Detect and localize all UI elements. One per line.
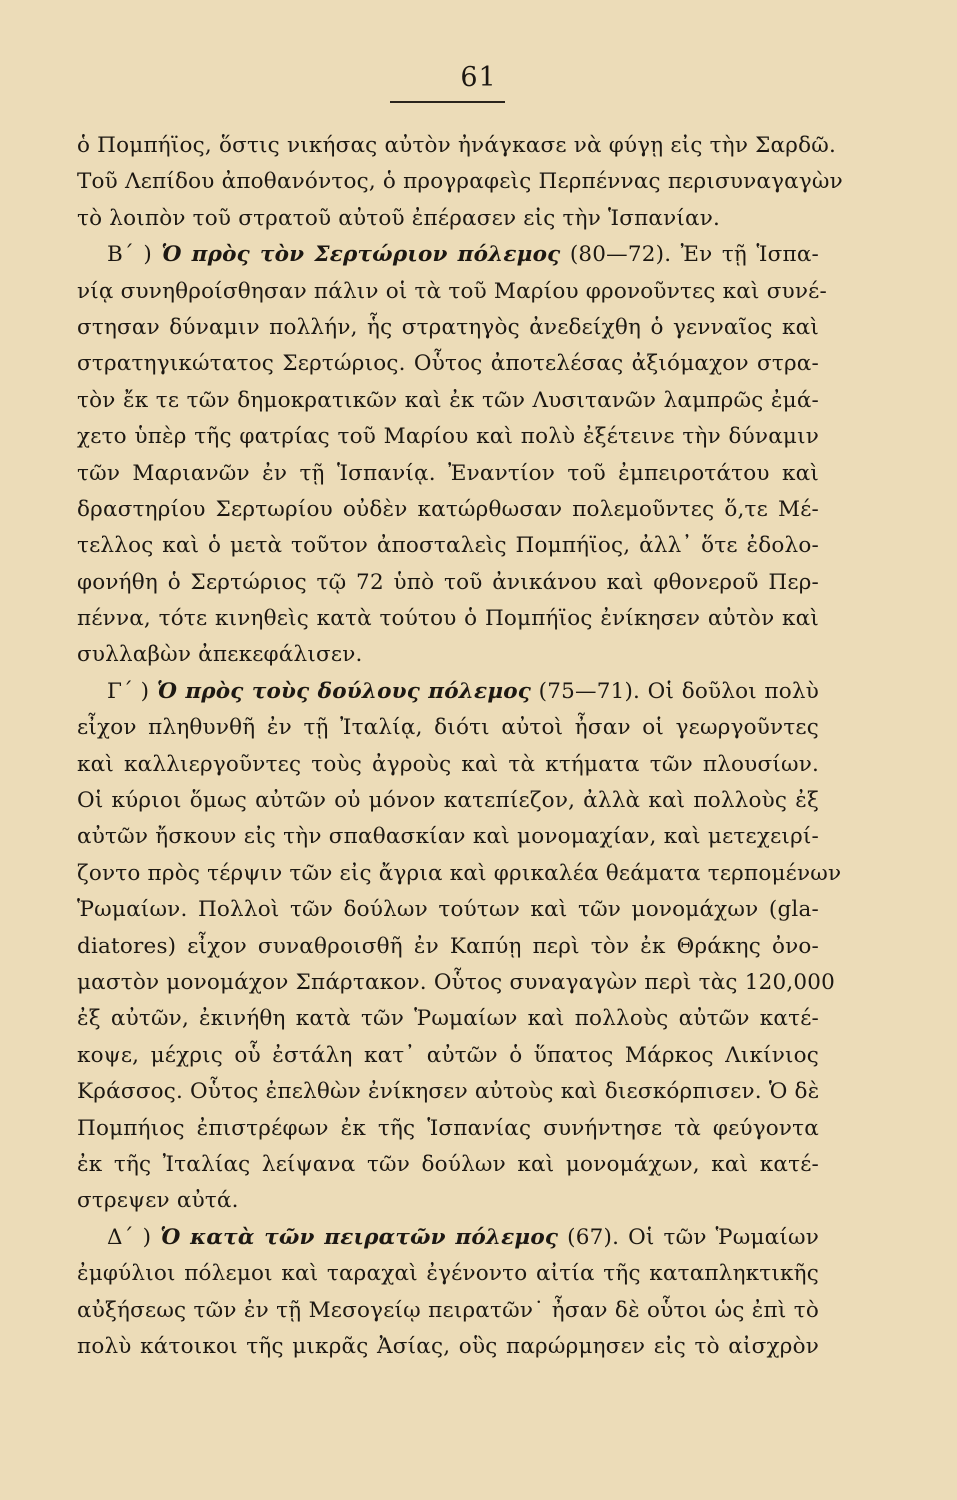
text-line: νίᾳ συνηθροίσθησαν πάλιν οἱ τὰ τοῦ Μαρίου φρονοῦντες καὶ συνέ-: [77, 278, 827, 304]
body-text: [77, 128, 843, 1365]
text-line: εἶχον πληθυνθῆ ἐν τῇ Ἰταλίᾳ, διότι αὐτοὶ ἦσαν οἱ γεωργοῦντες: [77, 715, 819, 741]
section-text: (80—72). Ἐν τῇ Ἱσπα-: [560, 242, 820, 268]
text-line: χετο ὑπὲρ τῆς φατρίας τοῦ Μαρίου καὶ πολὺ ἐξέτεινε τὴν δύναμιν: [77, 424, 819, 450]
text-line: στησαν δύναμιν πολλήν, ἧς στρατηγὸς ἀνεδείχθη ὁ γενναῖος καὶ: [77, 314, 819, 340]
text-line: στρεψεν αὐτά.: [77, 1188, 239, 1214]
text-line: Κράσσος. Οὗτος ἐπελθὼν ἐνίκησεν αὐτοὺς καὶ διεσκόρπισεν. Ὁ δὲ: [77, 1079, 820, 1105]
text-line: συλλαβὼν ἀπεκεφάλισεν.: [77, 642, 363, 668]
section-title: Ὁ κατὰ τῶν πειρατῶν πόλεμος: [160, 1224, 559, 1250]
text-line: Πομπήιος ἐπιστρέφων ἐκ τῆς Ἱσπανίας συνήντησε τὰ φεύγοντα: [77, 1115, 819, 1141]
text-line: αὐτῶν ἤσκουν εἰς τὴν σπαθασκίαν καὶ μονομαχίαν, καὶ μετεχειρί-: [77, 824, 819, 850]
section-number: Γ΄ ): [107, 678, 157, 704]
text-line: Οἱ κύριοι ὅμως αὐτῶν οὐ μόνον κατεπίεζον, ἀλλὰ καὶ πολλοὺς ἐξ: [77, 788, 819, 814]
text-line: πολὺ κάτοικοι τῆς μικρᾶς Ἀσίας, οὓς παρώρμησεν εἰς τὸ αἰσχρὸν: [77, 1333, 819, 1359]
text-line: Τοῦ Λεπίδου ἀποθανόντος, ὁ προγραφεὶς Περπέννας περισυναγαγὼν: [77, 169, 843, 195]
text-line: diatores) εἶχον συναθροισθῆ ἐν Καπύῃ περὶ τὸν ἐκ Θράκης ὀνο-: [77, 933, 819, 959]
section-text: (67). Οἱ τῶν Ῥωμαίων: [558, 1224, 819, 1250]
text-line: καὶ καλλιεργοῦντες τοὺς ἀγροὺς καὶ τὰ κτήματα τῶν πλουσίων.: [77, 751, 819, 777]
section-number: Δ΄ ): [107, 1224, 161, 1250]
text-line: ἐκ τῆς Ἰταλίας λείψανα τῶν δούλων καὶ μονομάχων, καὶ κατέ-: [77, 1151, 819, 1177]
header-rule: [390, 101, 505, 103]
section-title: Ὁ πρὸς τὸν Σερτώριον πόλεμος: [161, 242, 561, 268]
text-line: αὐξήσεως τῶν ἐν τῇ Μεσογείῳ πειρατῶν˙ ἦσαν δὲ οὗτοι ὡς ἐπὶ τὸ: [77, 1297, 819, 1323]
text-line: φονήθη ὁ Σερτώριος τῷ 72 ὑπὸ τοῦ ἀνικάνου καὶ φθονεροῦ Περ-: [77, 569, 819, 595]
section-title: Ὁ πρὸς τοὺς δούλους πόλεμος: [156, 678, 532, 704]
text-line: ἐξ αὐτῶν, ἐκινήθη κατὰ τῶν Ῥωμαίων καὶ πολλοὺς αὐτῶν κατέ-: [77, 1006, 819, 1032]
page-number: 61: [460, 62, 497, 93]
text-line: τὸν ἔκ τε τῶν δημοκρατικῶν καὶ ἐκ τῶν Λυσιτανῶν λαμπρῶς ἐμά-: [77, 387, 819, 413]
text-line: κοψε, μέχρις οὗ ἐστάλη κατ᾽ αὐτῶν ὁ ὕπατος Μάρκος Λικίνιος: [77, 1042, 819, 1068]
text-line: ὁ Πομπήϊος, ὅστις νικήσας αὐτὸν ἠνάγκασε νὰ φύγῃ εἰς τὴν Σαρδῶ.: [77, 133, 837, 158]
text-line: στρατηγικώτατος Σερτώριος. Οὗτος ἀποτελέσας ἀξιόμαχον στρα-: [77, 351, 819, 377]
section-text: (75—71). Οἱ δοῦλοι πολὺ: [531, 678, 819, 704]
text-line: τὸ λοιπὸν τοῦ στρατοῦ αὐτοῦ ἐπέρασεν εἰς τὴν Ἱσπανίαν.: [77, 205, 721, 231]
text-line: τῶν Μαριανῶν ἐν τῇ Ἱσπανίᾳ. Ἐναντίον τοῦ ἐμπειροτάτου καὶ: [77, 460, 819, 486]
section-heading-line: [77, 237, 819, 273]
section-number: Β΄ ): [107, 242, 162, 268]
text-line: δραστηρίου Σερτωρίου οὐδὲν κατώρθωσαν πολεμοῦντες ὅ,τε Μέ-: [77, 496, 819, 522]
text-line: πέννα, τότε κινηθεὶς κατὰ τούτου ὁ Πομπήϊος ἐνίκησεν αὐτὸν καὶ: [77, 606, 819, 632]
section-heading-line: [77, 674, 819, 710]
text-line: μαστὸν μονομάχον Σπάρτακον. Οὗτος συναγαγὼν περὶ τὰς 120,000: [77, 969, 836, 995]
text-line: ἐμφύλιοι πόλεμοι καὶ ταραχαὶ ἐγένοντο αἰτία τῆς καταπληκτικῆς: [77, 1261, 819, 1287]
text-line: ζοντο πρὸς τέρψιν τῶν εἰς ἄγρια καὶ φρικαλέα θεάματα τερπομένων: [77, 860, 842, 886]
text-line: τελλος καὶ ὁ μετὰ τοῦτον ἀποσταλεὶς Πομπήϊος, ἀλλ᾽ ὅτε ἐδολο-: [77, 533, 819, 559]
section-heading-line: [77, 1220, 819, 1256]
text-line: Ῥωμαίων. Πολλοὶ τῶν δούλων τούτων καὶ τῶν μονομάχων (gla-: [77, 897, 819, 923]
